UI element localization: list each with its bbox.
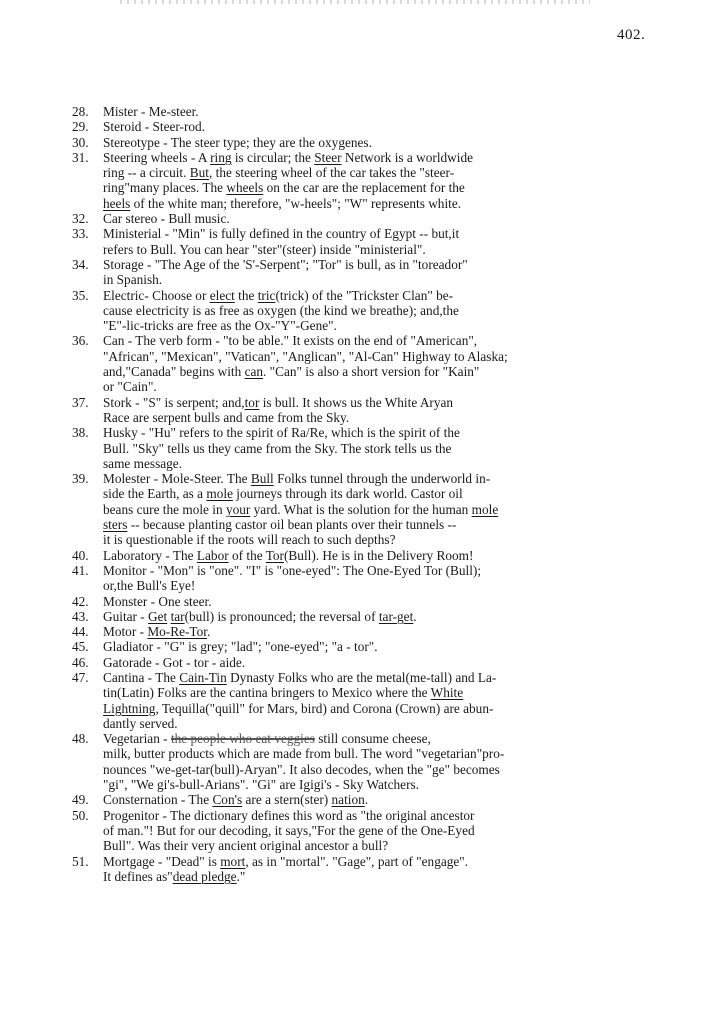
entry-text xyxy=(103,594,682,609)
list-item xyxy=(72,211,682,226)
entry-line: it is questionable if the roots will reach to such depths? xyxy=(103,532,396,548)
entry-line: in Spanish. xyxy=(103,272,163,288)
entry-text xyxy=(103,211,682,226)
entry-line: heels of the white man; therefore, "w-heels"; "W" represents white. xyxy=(103,195,462,211)
entry-text xyxy=(103,670,682,731)
entry-line: Storage - "The Age of the 'S'-Serpent"; "Tor" is bull, as in "toreador" xyxy=(103,256,468,272)
entry-text xyxy=(103,808,682,854)
entry-text xyxy=(103,425,682,471)
entry-line: Stereotype - The steer type; they are the oxygenes. xyxy=(103,134,372,150)
entry-line: Vegetarian - the people who eat veggies still consume cheese, xyxy=(103,731,431,747)
entry-line: and,"Canada" begins with can. "Can" is also a short version for "Kain" xyxy=(103,364,480,380)
entry-text xyxy=(103,624,682,639)
list-item xyxy=(72,425,682,471)
entry-number: 35. xyxy=(72,287,89,303)
entry-number: 41. xyxy=(72,562,89,578)
entry-line: Steroid - Steer-rod. xyxy=(103,119,206,135)
entry-number: 40. xyxy=(72,547,89,563)
list-item xyxy=(72,119,682,134)
entry-list xyxy=(72,104,682,884)
entry-text xyxy=(103,135,682,150)
entry-line: Gladiator - "G" is grey; "lad"; "one-eyed"; "a - tor". xyxy=(103,639,378,655)
entry-text xyxy=(103,609,682,624)
entry-text xyxy=(103,854,682,885)
entry-text xyxy=(103,731,682,792)
entry-line: "E"-lic-tricks are free as the Ox-"Y"-Gene". xyxy=(103,318,337,334)
underlined-term: Lightning xyxy=(103,700,156,716)
smudged-text: the people who eat veggies xyxy=(170,731,315,747)
list-item xyxy=(72,135,682,150)
entry-number: 42. xyxy=(72,593,89,609)
entry-line: Electric- Choose or elect the tric(trick) of the "Trickster Clan" be- xyxy=(103,287,454,303)
underlined-term: wheels xyxy=(226,180,264,196)
entry-line: Stork - "S" is serpent; and,tor is bull. It shows us the White Aryan xyxy=(103,394,454,410)
underlined-term: mort xyxy=(220,853,246,869)
list-item xyxy=(72,288,682,334)
entry-line: Motor - Mo-Re-Tor. xyxy=(103,624,211,640)
entry-line: Husky - "Hu" refers to the spirit of Ra/Re, which is the spirit of the xyxy=(103,425,460,441)
entry-number: 49. xyxy=(72,792,89,808)
underlined-term: tar-get xyxy=(378,608,414,624)
entry-line: Steering wheels - A ring is circular; the Steer Network is a worldwide xyxy=(103,149,474,165)
underlined-term: your xyxy=(225,501,251,517)
entry-line: Bull. "Sky" tells us they came from the Sky. The stork tells us the xyxy=(103,440,452,456)
entry-number: 33. xyxy=(72,226,89,242)
entry-line: ring"many places. The wheels on the car are the replacement for the xyxy=(103,180,465,196)
entry-text xyxy=(103,792,682,807)
entry-number: 38. xyxy=(72,425,89,441)
underlined-term: But xyxy=(189,165,209,181)
entry-text xyxy=(103,548,682,563)
entry-line: dantly served. xyxy=(103,715,178,731)
entry-number: 47. xyxy=(72,669,89,685)
entry-number: 29. xyxy=(72,119,89,135)
entry-number: 51. xyxy=(72,853,89,869)
entry-line: Guitar - Get tar(bull) is pronounced; the reversal of tar-get. xyxy=(103,608,417,624)
entry-number: 50. xyxy=(72,807,89,823)
underlined-term: ring xyxy=(210,149,232,165)
underlined-term: tar xyxy=(170,608,185,624)
entry-line: Monster - One steer. xyxy=(103,593,212,609)
entry-line: of man."! But for our decoding, it says,"For the gene of the One-Eyed xyxy=(103,822,475,838)
underlined-term: elect xyxy=(209,287,235,303)
underlined-term: sters xyxy=(103,517,128,533)
entry-line: Cantina - The Cain-Tin Dynasty Folks who are the metal(me-tall) and La- xyxy=(103,669,497,685)
entry-line: "gi", "We gi's-bull-Arians". "Gi" are Igigi's - Sky Watchers. xyxy=(103,777,419,793)
entry-number: 39. xyxy=(72,471,89,487)
entry-line: Lightning, Tequilla("quill" for Mars, bird) and Corona (Crown) are abun- xyxy=(103,700,494,716)
entry-text xyxy=(103,104,682,119)
entry-line: tin(Latin) Folks are the cantina bringers to Mexico where the White xyxy=(103,685,464,701)
list-item xyxy=(72,104,682,119)
underlined-term: Bull xyxy=(250,471,274,487)
entry-text xyxy=(103,471,682,547)
entry-number: 46. xyxy=(72,654,89,670)
entry-line: cause electricity is as free as oxygen (the kind we breathe); and,the xyxy=(103,302,459,318)
entry-line: Consternation - The Con's are a stern(ster) nation. xyxy=(103,792,369,808)
list-item xyxy=(72,808,682,854)
entry-line: or "Cain". xyxy=(103,379,157,395)
entry-line: beans cure the mole in your yard. What is the solution for the human mole xyxy=(103,501,499,517)
entry-text xyxy=(103,226,682,257)
entry-line: side the Earth, as a mole journeys through its dark world. Castor oil xyxy=(103,486,463,502)
entry-line: Progenitor - The dictionary defines this word as "the original ancestor xyxy=(103,807,475,823)
entry-line: "African", "Mexican", "Vatican", "Anglican", "Al-Can" Highway to Alaska; xyxy=(103,348,508,364)
list-item xyxy=(72,655,682,670)
entry-number: 30. xyxy=(72,134,89,150)
entry-text xyxy=(103,395,682,426)
entry-line: ring -- a circuit. But, the steering wheel of the car takes the "steer- xyxy=(103,165,455,181)
entry-line: Bull". Was their very ancient original ancestor a bull? xyxy=(103,838,389,854)
entry-line: refers to Bull. You can hear "ster"(steer) inside "ministerial". xyxy=(103,241,426,257)
entry-line: It defines as"dead pledge." xyxy=(103,868,246,884)
entry-line: or,the Bull's Eye! xyxy=(103,578,196,594)
entry-text xyxy=(103,563,682,594)
list-item xyxy=(72,150,682,211)
entry-number: 32. xyxy=(72,211,89,227)
entry-number: 43. xyxy=(72,608,89,624)
list-item xyxy=(72,854,682,885)
entry-line: Mister - Me-steer. xyxy=(103,104,199,119)
list-item xyxy=(72,792,682,807)
entry-line: Gatorade - Got - tor - aide. xyxy=(103,654,246,670)
entry-number: 34. xyxy=(72,256,89,272)
list-item xyxy=(72,471,682,547)
list-item xyxy=(72,609,682,624)
entry-line: Race are serpent bulls and came from the Sky. xyxy=(103,409,350,425)
entry-line: milk, butter products which are made from bull. The word "vegetarian"pro- xyxy=(103,746,505,762)
list-item xyxy=(72,548,682,563)
list-item xyxy=(72,226,682,257)
entry-line: Can - The verb form - "to be able." It exists on the end of "American", xyxy=(103,333,478,349)
entry-line: Mortgage - "Dead" is mort, as in "mortal". "Gage", part of "engage". xyxy=(103,853,469,869)
underlined-term: Steer xyxy=(314,149,342,165)
entry-line: sters -- because planting castor oil bean plants over their tunnels -- xyxy=(103,517,457,533)
underlined-term: Cain-Tin xyxy=(179,669,227,685)
list-item xyxy=(72,563,682,594)
underlined-term: mole xyxy=(471,501,499,517)
underlined-term: can xyxy=(244,364,264,380)
underlined-term: Mo-Re-Tor xyxy=(147,624,207,640)
entry-line: same message. xyxy=(103,455,183,471)
entry-text xyxy=(103,333,682,394)
entry-number: 28. xyxy=(72,104,89,119)
underlined-term: Labor xyxy=(196,547,229,563)
entry-line: Laboratory - The Labor of the Tor(Bull). He is in the Delivery Room! xyxy=(103,547,474,563)
entry-number: 44. xyxy=(72,624,89,640)
entry-text xyxy=(103,150,682,211)
list-item xyxy=(72,594,682,609)
entry-line: Molester - Mole-Steer. The Bull Folks tunnel through the underworld in- xyxy=(103,471,491,487)
underlined-term: mole xyxy=(206,486,233,502)
underlined-term: Get xyxy=(148,608,168,624)
underlined-term: Tor xyxy=(265,547,284,563)
page-number: 402. xyxy=(617,27,646,43)
underlined-term: tric xyxy=(257,287,276,303)
underlined-term: dead pledge xyxy=(172,868,237,884)
underlined-term: nation xyxy=(331,792,365,808)
entry-text xyxy=(103,119,682,134)
list-item xyxy=(72,624,682,639)
entry-number: 31. xyxy=(72,149,89,165)
list-item xyxy=(72,395,682,426)
underlined-term: tor xyxy=(244,394,260,410)
entry-line: nounces "we-get-tar(bull)-Aryan". It also decodes, when the "ge" becomes xyxy=(103,761,500,777)
entry-number: 48. xyxy=(72,731,89,747)
entry-number: 45. xyxy=(72,639,89,655)
entry-line: Monitor - "Mon" is "one". "I" is "one-eyed": The One-Eyed Tor (Bull); xyxy=(103,562,482,578)
entry-number: 36. xyxy=(72,333,89,349)
scan-noise-top xyxy=(120,0,590,4)
list-item xyxy=(72,670,682,731)
entry-line: Ministerial - "Min" is fully defined in the country of Egypt -- but,it xyxy=(103,226,460,242)
underlined-term: Con's xyxy=(212,792,243,808)
underlined-term: White xyxy=(430,685,464,701)
entry-text xyxy=(103,655,682,670)
entry-text xyxy=(103,257,682,288)
list-item xyxy=(72,731,682,792)
entry-number: 37. xyxy=(72,394,89,410)
entry-text xyxy=(103,639,682,654)
list-item xyxy=(72,257,682,288)
underlined-term: heels xyxy=(103,195,131,211)
list-item xyxy=(72,639,682,654)
entry-text xyxy=(103,288,682,334)
list-item xyxy=(72,333,682,394)
entry-line: Car stereo - Bull music. xyxy=(103,211,230,227)
